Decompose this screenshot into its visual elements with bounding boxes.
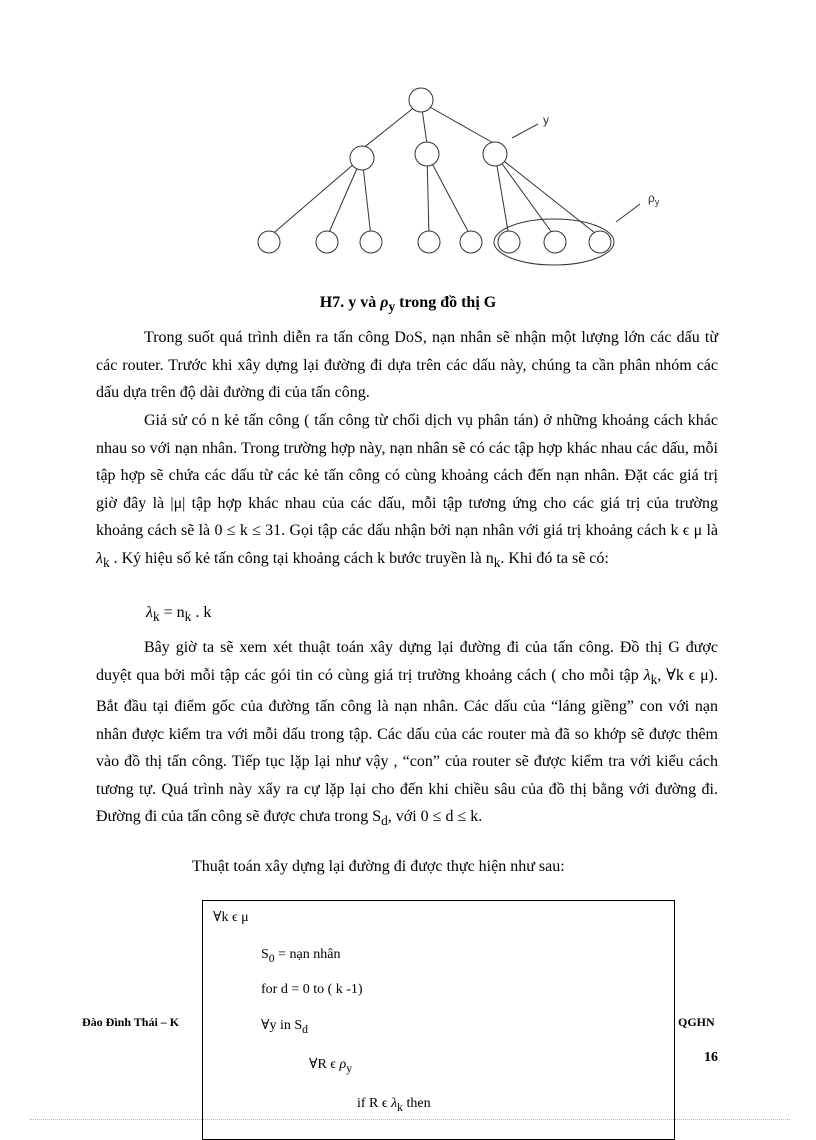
- algo-line-5: ∀R ϵ $\rho_y$: [309, 1057, 353, 1075]
- label-rho-y: $\rho_y$: [648, 191, 660, 207]
- tree-edge: [495, 154, 509, 237]
- page-number: 16: [704, 1050, 718, 1065]
- paragraph-2: Giả sử có n kẻ tấn công ( tấn công từ chối dịch vụ phân tán) ở những khoảng cách khác nhau so với nạn nhân. Trong trường hợp này, nạn nhân sẽ có các tập hợp khác nhau các dấu, mỗi tập hợp sẽ chứa các dấu từ các kẻ tấn công có cùng khoảng cách đến nạn nhân. Đặt các giá trị giờ đây là |μ| tập hợp khác nhau của các dấu, mỗi tập tương ứng cho các giá trị của trường khoảng cách sẽ là 0 ≤ k ≤ 31. Gọi tập các dấu nhận bởi nạn nhân với giá trị khoảng cách k ϵ μ là $\lambda_k$ . Ký hiệu số kẻ tấn công tại khoảng cách k bước truyền là $n_k$. Khi đó ta sẽ có:: [96, 412, 718, 570]
- figure-caption: H7. y và $\rho_y$ trong đồ thị G: [319, 294, 497, 315]
- leaf-node: [460, 231, 482, 253]
- algo-line-2: $S_0$ = nạn nhân: [261, 947, 341, 965]
- root-node: [409, 88, 433, 112]
- leaf-node: [360, 231, 382, 253]
- page-bottom-rule: [30, 1119, 790, 1120]
- y-pointer-line: [512, 124, 538, 138]
- tree-figure: [240, 82, 680, 272]
- algo-line-1: ∀k ϵ μ: [213, 910, 249, 925]
- algorithm-intro: Thuật toán xây dựng lại đường đi được thực hiện như sau:: [192, 858, 565, 875]
- tree-edge: [495, 154, 600, 237]
- leaf-node: [498, 231, 520, 253]
- tree-edge: [362, 102, 421, 149]
- footer-institution: QGHN: [678, 1015, 715, 1029]
- algorithm-box: [202, 900, 675, 1140]
- paragraph-1: Trong suốt quá trình diễn ra tấn công DoS, nạn nhân sẽ nhận một lượng lớn các dấu từ các router. Trước khi xây dựng lại đường đi dựa trên các dấu này, chúng ta cần phân nhóm các dấu dựa trên độ dài đường đi của tấn công.: [96, 329, 718, 401]
- paragraph-3: Bây giờ ta sẽ xem xét thuật toán xây dựng lại đường đi của tấn công. Đồ thị G được duyệt qua bởi mỗi tập các gói tin có cùng giá trị trường khoảng cách ( cho mỗi tập $\lambda_k$, ∀k ϵ μ). Bắt đầu tại điểm gốc của đường tấn công là nạn nhân. Các dấu của “láng giềng” con với nạn nhân được kiểm tra với mỗi dấu trong tập. Các dấu của các router mà đã so khớp sẽ được thêm vào đồ thị tấn công. Tiếp tục lặp lại như vậy , “con” của router sẽ được kiểm tra với kiểu cách tương tự. Quá trình này xẩy ra cự lặp lại cho đến khi chiều sâu của đồ thị bằng với đường đi. Đường đi của tấn công sẽ được chưa trong $S_d$, với 0 ≤ d ≤ k.: [96, 639, 719, 829]
- rho-pointer-line: [616, 204, 640, 222]
- leaf-node: [544, 231, 566, 253]
- leaf-node: [589, 231, 611, 253]
- tree-edge: [269, 157, 362, 237]
- leaf-node: [418, 231, 440, 253]
- footer-author: Đào Đình Thái – K: [82, 1015, 180, 1029]
- tree-edge: [421, 102, 495, 144]
- leaf-node: [316, 231, 338, 253]
- tree-edge: [427, 154, 471, 237]
- tree-node: [415, 142, 439, 166]
- formula-lambda-k: $\lambda_k = n_k$ . k: [146, 604, 212, 625]
- leaf-node: [258, 231, 280, 253]
- y-node: [483, 142, 507, 166]
- algo-line-4: ∀y in $S_d$: [261, 1018, 308, 1036]
- algo-line-6: if R ϵ $\lambda_k$ then: [357, 1096, 431, 1114]
- tree-edge: [495, 154, 555, 237]
- label-y: y: [543, 113, 549, 127]
- algo-line-3: for d = 0 to ( k -1): [261, 982, 363, 997]
- tree-node: [350, 146, 374, 170]
